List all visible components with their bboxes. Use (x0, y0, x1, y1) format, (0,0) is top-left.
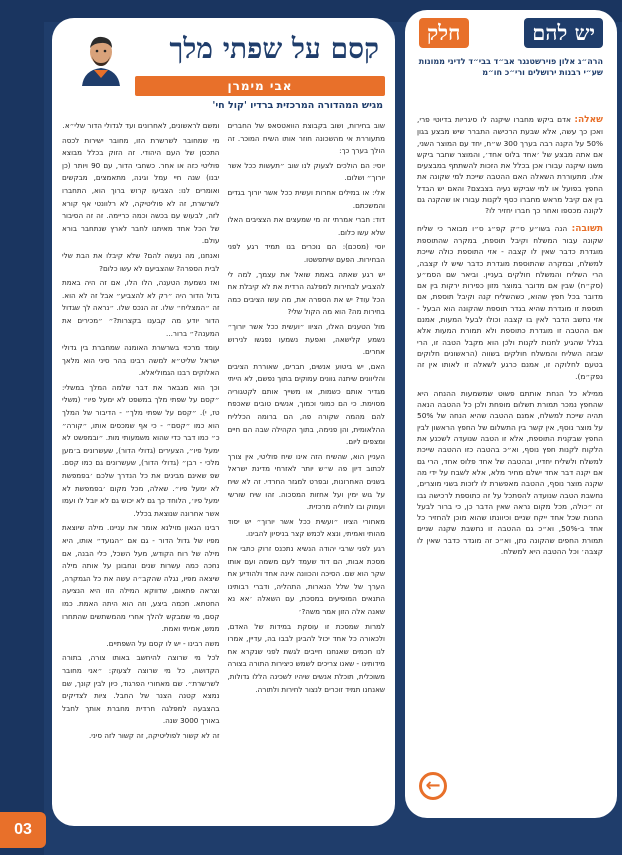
qa-title-main: יש להם (524, 18, 603, 48)
qa-title-accent: חלק (419, 18, 469, 48)
article-paragraph: מי שמחובר לשרשרת הזו, מחובר ישירות לכסה התכסן של העם היהודי. זה הזוק בכלל מבוצא פוליטי כזה או אחר. כשחבי הדור, עם 90 ויותר (כן יבנו) שנה חיי עמל וגינה, מתאמצים, מבקשים ואומרים לנו: הצביעו קרוש ברוך הוא, התחברו לשרשרת, זה לא פוליטיקה, לא רלוונטי אף קורא לזה, לבעוש עם בכשה וכמה כריימה. זה זה הסיבור של הכל אחד מאיתנו לחבר לארץ שנתחבר בורא עולם. (62, 135, 220, 246)
article-column-right (228, 120, 386, 812)
continue-arrow-icon[interactable]: ← (419, 772, 447, 800)
article-column-left (62, 120, 220, 812)
article-paragraph: יוסי: הם הולכים לצעוק לנו שוב ״תעשות ככל אשר יורוך״ ושלום. (227, 160, 385, 183)
article-paragraph: שוב בחירות, ושוב בקבוצת הוואטסאפ של החברים מתעוררת אי מהשכונה חוזר אותו השיח המוכר. זה הולך בערך כך: (227, 121, 385, 156)
answer-text-1: הנה בשו״ע ס״ק קפ״ג ס״ו מבואר כי שליח שקונה עבור המשלח וקיבל תוספת, במקרה שהתוספת מוגדרת כדבר שאין לו קצבה - אזי התוספת כולה שייכת למשלח, ובמקרה שהתוספת מוגדרת כדבר שיש לו קצבה, הרי השליח והמשלח חולקים בעניין. וביאר שם הסמ״ע (סק״ח) שבין אם מדובר במוצר מזון כפירות ירקות בין אם מדובר בכל חפץ שהוא, כשהשליח קנה וקיבל תוספת, אם תוספת זו מוגדרת שהיא בגדר תוספת שהקונה הוא הבעל - אזי נחשב הדבר לאין בו קצבה וכולו לבעל המעות, אמנם אם ההטבה זו מוגדרת כתוספת ולא תמורת המעות אלא בגלל שהגיע לחנות לקנות ולכן הוא מקבל הטבה זו, הרי שבזה השליח והמשלח חולקים בשווה (הראשונים חלוקים בטעם לחלוקה זו, אמנם כרגע לשאלה זו לאותו אין זה נפק״מ). (417, 223, 603, 381)
article-paragraph: וכך הוא מגבאר את דבר שלמה המלך במשלי: ״קסם על שפתי מלך במשפט לא ימעל פיו״ (משלי טז, י). ״קסם על שפתי מלך״ - הדיבור של המלך הוא כמו ״קסם״ - כי אף שמכסים אותו, ״קורה״ כ״ כמו דבר כדי שהוא משמעותי מות. ״ובמפשט לא ימעל פיו״, הצעירים (גדולי הדור), שעשרונים ב׳מען מלכי - רבן״ (גדולי הדור), שעשרונים גם כמו קסם. שפ שאינם מבינים את כל הנדרך שלכם ׳בפמפשת לא ימעל פיו״. שאלה, מכל מקום ׳בפמפשת לא ימעל פיו׳, הלוחד כך גם לא יכוש גם לא יובל לו ועמו אשר אחרונה שנוצאת בכלל. (62, 382, 220, 518)
author-role: מגיש המהדורה המרכזית ברדיו 'קול חי' (212, 100, 383, 111)
article-paragraph: העניין הוא, שהשיח הזה אינו שיח פוליטי, אין צורך לכתוב דיון פה ש״ש יותר לאזרחי מדינת ישראל בשנים האחרונות, ובפרט למגזר החרדי. זה לא שיח על גוש ימין ועל אחזות המסכוה. זהו שיח שורשי ועמוק ובו לחוליה מרכזית. (227, 451, 385, 512)
article-paragraph: רגע לפני שרבי יהודה הנשיא נתכנס זרוק כתבי את מסכת אבות, הם דוד שעמד לעם משמה ועם אותו שקר הוא שם. הסיכה והכוונה אינה אחד ולהודיע את הערך של שלל הנארות, התהליה, ודברי רבותינו התנאים המופיעים במסכת, עם השאלה ׳אא נא שאנה אלה הזון אמר משה?׳ (227, 544, 385, 616)
question-label: שאלה: (574, 115, 603, 125)
author-name-bar: אבי מימרן (135, 76, 385, 96)
article-paragraph: זה לא קשור לפוליטיקה, זה קשור לזה סיני. (88, 730, 220, 740)
article-paragraph: משה רבינו - יש לו קסם על השפתיים. (106, 638, 220, 648)
article-title: קסם על שפתי מלך (169, 32, 379, 65)
article-paragraph: ומשם לראשונים, לאחרונים ועד לגדולי הדור שלי״א. (62, 121, 220, 130)
page-number: 03 (0, 812, 46, 848)
answer-label: תשובה: (571, 223, 603, 234)
answer-text-2: ממילא כל הנחת אותתם פשוט שמשמעות ההנחה היא שהחפץ נמכר תמורת תשלום מופחת ולכן כל ההטבה הנאה תהיה שייכת למשלח, אמנם ההטבה שהיא הנחה של 50% על מוצר נוסף, אין קשר בין התשלום של החפץ הראשון לבין החפץ שבקנית התוספת, אלא זו הטבה שנועדה לשכנע את הלקוח לקנות חפץ נוסף, וא״כ בהטבה כזו ההטבה שייכת למשלח ולשליח יחדיו, ובהטבה של אחד פלוס אחד, הרי גם אם יקנה דבר אחד ישלם מחיר מלא, אלא לשבח על ידי מה שקנה מוצר נוסף, ההטבה מאפשרת לו לזכות בשני מוצרים, נחשבת הטבה שנועדה להסתכל על זה כתוספת לרכישה גבו זה ״כולה, מכל מקום נראה שאין הדבר כן, כי ברור לבעל החנות שכל אחד ייקח שניים וכיוונתו שהוא מוכן להחזיר כל אחד ב-50%, וא״כ גם ההטבה זו נחשבת שקנה שניים תמורת החפים שהקונה נתן, וא״כ זה מוגדר כדבר שאין לו קצבה׳ וכל ההטבה היא למשלח. (417, 388, 604, 556)
answer-paragraph (417, 223, 603, 382)
article-paragraph: רבינו הגאון מוילנא אומר את עניינו. מילה שיוצאת מפיו של גדול הדור - גם אם ״הגועד״ אותו, היא מילה של רוח הקודש, מעל השכל, כלי הבנה, אם נחכה כמה עשרות שנים ונחבונן על אותה מילה שיצאה מפיו, נגלה שהקב״ה עשה את כל הגמקרה, וצראה פתאום, שדווקא המילה הזו היא הנציעה החטתא. חכמה ביצע, וזה הוא היתה האמת. כמו קסם, מי שמבקש להלך אחרי מהמשתשים שהתחרו ממש, אמיתי ואמת. (62, 523, 220, 634)
article-paragraph: לכל מי שרוצה להיחשב באותו צורה, בתורה הקדושה, כל מי שרוצה לצעוק: ״אני מחובר לשרשרת״. שם מאחורי הפרגוד, כיון לבין קונך, שם נמצא קטנה הצנר של החבל. ציות לצדיקים בהצבעה למפלגה חרדית מחברת אותך לחבל באורך 3000 שנה. (62, 653, 220, 726)
question-paragraph (417, 114, 603, 217)
article-paragraph: מאחורי הציוו ״ועשית ככל אשר יורוך״ יש יסוד מהותי ואמיתי, ונצא לכמש קצר בניסיון להבינו. (227, 516, 385, 539)
author-avatar (76, 32, 126, 86)
article-paragraph: מול הטענים האלו, הציוו ״ועשית ככל אשר יורוך״ נשמע קלישאה, ואפעת נשמעו נפגשו לנירוש אחרים. (227, 321, 385, 357)
qa-author: הרה״ג אלון פוירשטנגר אב״ד בבי״ד לדיני ממונות שע״י רבנות ירושלים ורי״כ חו״מ (418, 57, 603, 77)
article-paragraph: יש רגע שאתה באמת שואל את עצמך, למה לי להצביע לבחירות למפלגה הרדית את לא קיבלת את הכל עוד? יש את הספרה את, מה עשו הציבים כמה בחירות מה? הוא מה הקול שלי? (227, 269, 385, 317)
article-paragraph: אלי: או במילים אחרות ועשית ככל אשר יורוך בגדים והמשכתם. (227, 187, 385, 210)
article-columns (62, 120, 385, 812)
article-card (52, 18, 395, 826)
left-decorative-bar (0, 0, 44, 855)
article-header (62, 28, 385, 76)
article-paragraph: האם, יש ביטוע אנשים, חברים, שאוררת הציבים והליוונים שיתנה גוונים עמוקים בתוך נפשם, לא הייתי מגדיר אותם כשמות, או משייך אותם לקטגוריה מסוימת. כי הם כמוני וכמוך, אנשים טובים שאכפת להם מהמה שקורה פה, הם ברומה הכללית ההלאומית, והן פנימה, בתוך הקהילה שבה הם חיים ומצפים ליום. (227, 361, 385, 447)
article-paragraph: דוד: חברי אמרתי זה מי שמעצים את הצציבים האלו שלא עשו כלום. (227, 215, 385, 237)
qa-body (417, 114, 603, 563)
article-paragraph: ואז נשמעת הטענה, הלו הלו, אם זה היה באמת גדול הדור היה ״רק לא להצביע״ אבל זה לא הוא. זה ״המצליח״ שלו. זה הנכס שלו. ״נראה לך שגדול הדור יודע מה קבענו בקצרות?״ ״מכירים את המענה?״ ברור... (62, 278, 220, 338)
article-paragraph: יוסי (מסכם): הם נוכרים בנו תמיד רגע לפני הבחירות. הפעם שיתפשטו. (227, 242, 385, 264)
article-paragraph: ואנחנו, מה נעשה להם? שלא קיבלו את הבת שלי לבית הספרה? שהצביעם לא עשו כלום? (62, 250, 220, 273)
article-paragraph: למרות שמסכת זו עוסקת במידות של האדם, ולכאורה כל אחד יכול להבינן לבבו בה, עדיין, אמרו לנו חכמים שאנחנו חייבים לגשת לפני שנקרא את מידותינו - שאנו צריכים לשמש כיצירות התורה בצורה משוכלית, תוכלת אנשים שיהיו לשכינה הללו גדולות, שאנחנו תמיד זוכרים לנצור לחירות ולתורה. (227, 621, 385, 694)
qa-header (411, 16, 611, 50)
qa-card (405, 10, 617, 818)
question-text: אדם ביקש מחברו שיקנה לו סיגריות בדיוטי פרי, ואכן כך עשה, אלא שבעת הרכישה התברר שיש מבצע בגון 50% על הקנה רבה בערך 300 ש״ח, יחד עם המוצר השני, אם אתה מבצע של ׳אחד בלוס אחד׳, והמוצר שחבר ביקש משנו שיקנה עבורו אכן בכלל את הזכות להשתתף במבצעים אלו. מתעוררת השאלה האם ההטבה שייכת למי שקונה את החפץ בפועל או למי שביקש נעיה בצבצם? והאם יש הבדל בין אם קיבל מראש מחברו כסף לקנות עבורו או שהקנה גם לקונה מכספו ואחר כך חברו יחזיר לו? (417, 115, 603, 216)
article-paragraph: עומד מרכזי בשרשרת האומנה שמחברת בין גדולי ישראל שליט״א למשה רבינו בהר סיני הוא מלאך האלוקים רבנו הגמוליאלא. (62, 343, 220, 378)
answer-paragraph-2 (417, 388, 603, 557)
